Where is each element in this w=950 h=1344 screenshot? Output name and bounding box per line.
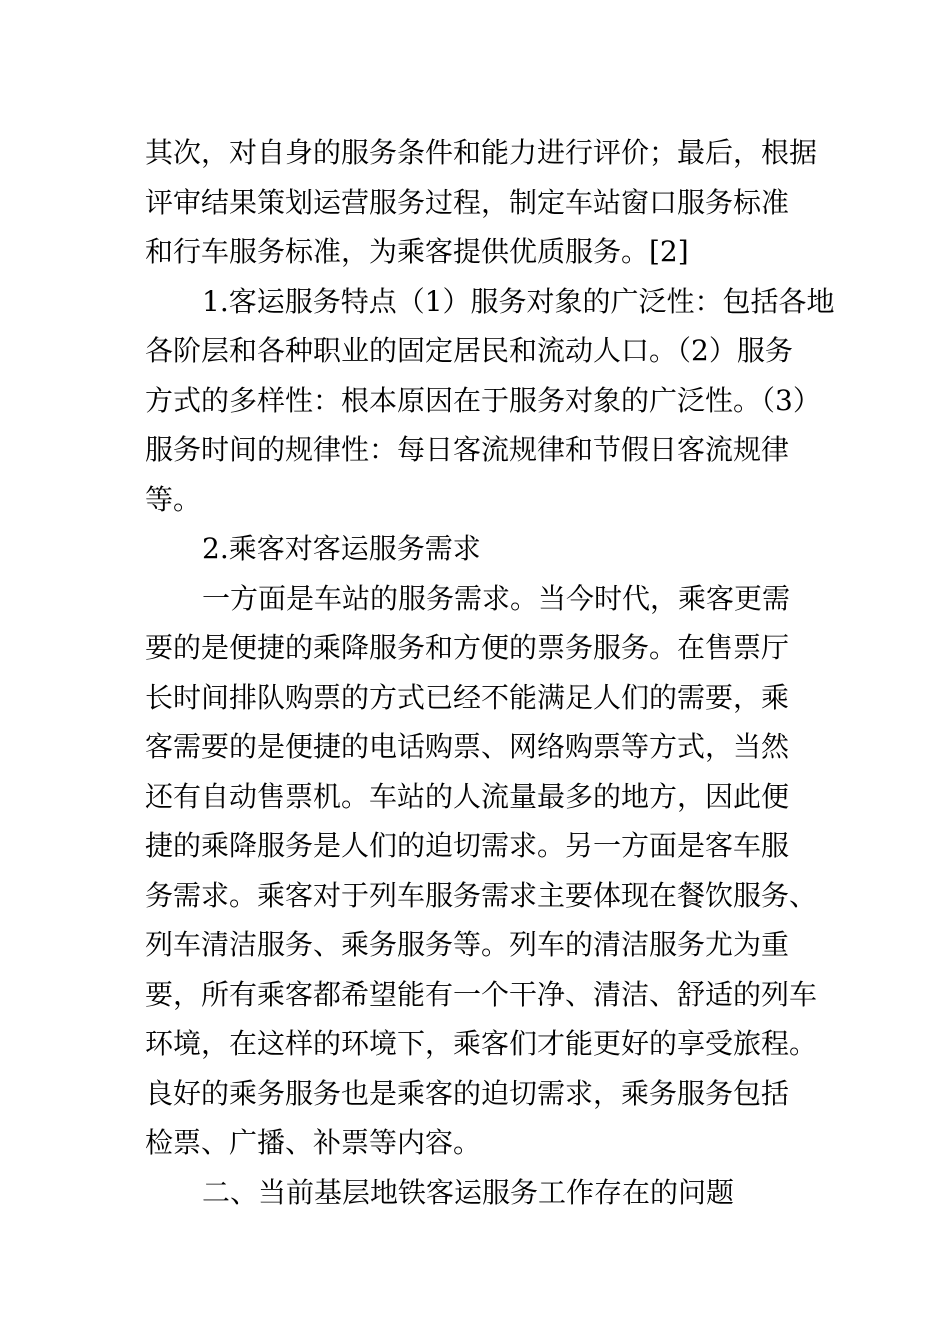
paragraph-4-line-1: 一方面是车站的服务需求。当今时代，乘客更需 xyxy=(202,581,791,615)
paragraph-4-line-12: 检票、广播、补票等内容。 xyxy=(145,1126,482,1159)
paragraph-1-line-1: 其次，对自身的服务条件和能力进行评价；最后，根据 xyxy=(145,136,818,169)
paragraph-4-line-8: 列车清洁服务、乘务服务等。列车的清洁服务尤为重 xyxy=(145,928,790,961)
paragraph-2-line-5: 等。 xyxy=(145,482,202,516)
paragraph-2-line-1: 1.客运服务特点（1）服务对象的广泛性：包括各地 xyxy=(202,284,835,318)
paragraph-1-line-2: 评审结果策划运营服务过程，制定车站窗口服务标准 xyxy=(145,185,790,219)
paragraph-4-line-11: 良好的乘务服务也是乘客的迫切需求，乘务服务包括 xyxy=(145,1076,790,1110)
paragraph-1-line-3: 和行车服务标准，为乘客提供优质服务。[2] xyxy=(145,235,689,268)
paragraph-4-line-7: 务需求。乘客对于列车服务需求主要体现在餐饮服务、 xyxy=(145,878,818,912)
paragraph-4-line-9: 要，所有乘客都希望能有一个干净、清洁、舒适的列车 xyxy=(145,977,818,1011)
paragraph-2-line-2: 各阶层和各种职业的固定居民和流动人口。（2）服务 xyxy=(145,334,793,367)
paragraph-4-line-4: 客需要的是便捷的电话购票、网络购票等方式，当然 xyxy=(145,730,790,763)
paragraph-2-line-3: 方式的多样性：根本原因在于服务对象的广泛性。（3） xyxy=(145,383,821,417)
section-heading-current-problems: 二、当前基层地铁客运服务工作存在的问题 xyxy=(202,1175,735,1209)
paragraph-4-line-6: 捷的乘降服务是人们的迫切需求。另一方面是客车服 xyxy=(145,829,790,862)
paragraph-4-line-10: 环境，在这样的环境下，乘客们才能更好的享受旅程。 xyxy=(145,1027,818,1060)
paragraph-4-line-5: 还有自动售票机。车站的人流量最多的地方，因此便 xyxy=(145,779,790,813)
section-heading-passenger-demand: 2.乘客对客运服务需求 xyxy=(202,532,481,565)
body-text xyxy=(145,128,835,1217)
paragraph-2-line-4: 服务时间的规律性：每日客流规律和节假日客流规律 xyxy=(145,433,790,466)
paragraph-4-line-2: 要的是便捷的乘降服务和方便的票务服务。在售票厅 xyxy=(145,631,790,664)
paragraph-4-line-3: 长时间排队购票的方式已经不能满足人们的需要，乘 xyxy=(145,680,790,714)
